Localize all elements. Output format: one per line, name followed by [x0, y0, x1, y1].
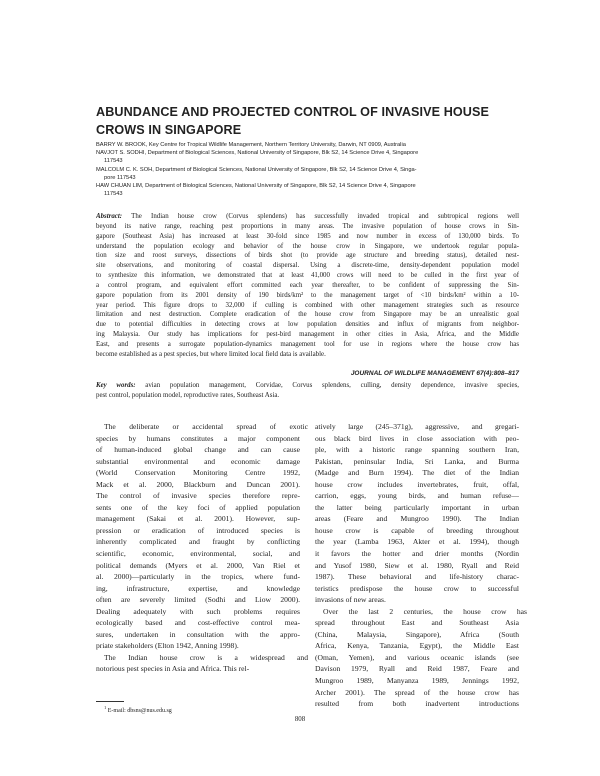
abstract-line: gapore (Southeast Asia) has increased at least 30-fold since 1985 and now number in excess of 130,000 birds. To [96, 232, 519, 240]
body-text-line: notorious pest species in Asia and Africa. This rel- [96, 664, 250, 674]
body-text-line: Davison 1979, Ryall and Reid 1987, Feare and [315, 664, 519, 674]
abstract-line: beyond its native range, reaching pest proportions in many areas. The invasive population of house crows in Sin- [96, 222, 519, 230]
body-text-line: often are severely limited (Sodhi and Liow 2000). [96, 595, 300, 605]
body-text-line: 1987). These behavioral and life-history charac- [315, 572, 519, 582]
title-line: CROWS IN SINGAPORE [96, 123, 242, 137]
author-line: 117543 [104, 158, 123, 165]
body-text-line: the year (Lamba 1963, Akter et al. 1994), though [315, 537, 519, 547]
footnote [104, 704, 172, 715]
author-affiliations [96, 141, 516, 198]
body-text-line: teristics predispose the house crow to successful [315, 583, 519, 593]
body-text-line: Pakistan, peninsular India, Sri Lanka, and Burma [315, 456, 519, 466]
abstract-line: due to potential difficulties in detecting crows at low population densities and influx of migrants from neighbor- [96, 321, 519, 329]
body-text-line: substantial environmental and economic damage [96, 456, 300, 466]
body-text-line: sures, undertaken in consultation with the appro- [96, 629, 300, 639]
body-text-line: atively large (245–371g), aggressive, and gregari- [315, 422, 519, 431]
body-text-line: al. 2000)—particularly in the tropics, where fund- [96, 572, 300, 582]
body-text-line: inherently complicated and fraught by conflicting [96, 537, 300, 547]
abstract-line: gapore population from its 2001 density of 190 birds/km² to the management target of <10 birds/km² within a 10- [96, 291, 519, 299]
body-text-line: ecologically based and cost-effective control mea- [96, 618, 300, 628]
body-text-line: (Madge and Burn 1994). The diet of the Indian [315, 468, 519, 478]
body-text-line: (Oman, Yemen), and various oceanic islands (see [315, 652, 519, 662]
page-number: 808 [294, 716, 306, 723]
abstract-line: Abstract: The Indian house crow (Corvus splendens) has successfully invaded tropical and subtropical regions well [96, 213, 519, 220]
author-line: pore 117543 [104, 174, 136, 181]
body-text-line: Africa, Kenya, Tanzania, Egypt), the Middle East [315, 641, 519, 651]
body-text-line: and Yusof 1980, Siew et al. 1980, Ryall and Reid [315, 560, 519, 570]
author-line: NAVJOT S. SODHI, Department of Biological Sciences, National University of Singapore, Blk S2, 14 Science Drive 4, Singapore [96, 150, 419, 157]
body-text-line: ous black bird lives in close association with peo- [315, 433, 519, 443]
body-text-line: carrion, eggs, young birds, and human refuse— [315, 491, 519, 501]
body-text-line: ing, infrastructure, expertise, and knowledge [96, 583, 300, 593]
body-text-line: Over the last 2 centuries, the house crow has [323, 606, 527, 616]
author-line: HAW CHUAN LIM, Department of Biological Sciences, National University of Singapore, Blk S2, 14 Science Drive 4, Singapore [96, 183, 416, 190]
article-title [96, 103, 516, 139]
body-text-line: Archer 2001). The spread of the house crow has [315, 687, 519, 697]
abstract-line: site observations, and monitoring of coastal dispersal. Using a discrete-time, density-dependent population model [96, 262, 519, 270]
abstract [96, 212, 519, 360]
abstract-line: become established as a pest species, but where limited local field data is available. [96, 350, 326, 358]
keywords-line: Key words: avian population management, Corvidae, Corvus splendens, culling, density dependence, invasive species, [96, 382, 519, 389]
body-text-line: pression or eradication of introduced species is [96, 525, 300, 535]
body-column-left [96, 421, 308, 675]
abstract-line: understand the population ecology and behavior of the house crow in Singapore, we undertook regular popula- [96, 242, 519, 250]
body-text-line: Mungroo 1989, Manyanza 1989, Jennings 1992, [315, 676, 519, 686]
body-text-line: species by humans constitutes a major component [96, 433, 300, 443]
author-line: 117543 [104, 191, 123, 198]
body-text-line: (China, Malaysia, Singapore), Africa (South [315, 629, 519, 639]
keywords-line: pest control, population model, reproductive rates, Southeast Asia. [96, 391, 280, 399]
body-text-line: invasions of new areas. [315, 595, 386, 605]
author-line: BARRY W. BROOK, Key Centre for Tropical Wildlife Management, Northern Territory University, Darwin, NT 0909, Australia [96, 142, 406, 148]
body-text-line: areas (Feare and Mungroo 1990). The Indian [315, 514, 519, 524]
body-column-right [315, 421, 527, 710]
body-text-line: the latter being particularly important in urban [315, 502, 519, 512]
body-text-line: Dealing adequately with such problems requires [96, 606, 300, 616]
abstract-line: East, and presents a surrogate population-dynamics management tool for use in regions where the house crow has [96, 340, 519, 348]
title-line: ABUNDANCE AND PROJECTED CONTROL OF INVASIVE HOUSE [96, 105, 490, 119]
footnote-text: E-mail: dbsns@nus.edu.sg [107, 708, 172, 714]
body-text-line: political demands (Myers et al. 2000, Van Riel et [96, 560, 300, 570]
body-text-line: house crow is capable of breeding throughout [315, 525, 519, 535]
body-text-line: priate stakeholders (Elton 1942, Anning 1998). [96, 641, 239, 651]
abstract-line: to synthesize this information, we demonstrated that at least 41,000 crows will need to be culled in the first year of [96, 272, 519, 280]
body-text-line: resulted from both inadvertent introductions [315, 699, 519, 709]
footnote-rule [96, 701, 124, 702]
journal-citation: JOURNAL OF WILDLIFE MANAGEMENT 67(4):808–817 [350, 370, 519, 377]
body-text-line: The deliberate or accidental spread of exotic [104, 422, 308, 431]
footnote-marker: 1 [104, 705, 107, 710]
abstract-line: a control program, and equivalent effort committed each year thereafter, to be confident of suppressing the Sin- [96, 281, 519, 289]
body-text-line: ple, with a historic range spanning southern Iran, [315, 445, 519, 455]
abstract-line: ing Malaysia. Our study has implications for pest-bird management in other cities in Asia, Africa, and the Middle [96, 331, 519, 339]
body-text-line: house crow includes invertebrates, fruit, offal, [315, 479, 519, 489]
body-text-line: The control of invasive species therefore repre- [96, 491, 300, 501]
abstract-line: limitation and nest destruction. Complete eradication of the house crow from Singapore may be an unrealistic goal [96, 311, 519, 319]
body-text-line: spread throughout East and Southeast Asia [315, 618, 519, 628]
body-text-line: (World Conservation Monitoring Centre 1992, [96, 468, 300, 478]
abstract-line: year period. This figure drops to 32,000 if culling is combined with other management strategies such as resource [96, 301, 519, 309]
keywords [96, 381, 519, 401]
abstract-line: tion size and roost surveys, dissections of birds shot (to provide age structure and breeding status), detailed nest- [96, 252, 519, 260]
body-text-line: Mack et al. 2000, Blackburn and Duncan 2001). [96, 479, 300, 489]
body-text-line: it favors the hotter and drier months (Nordin [315, 549, 519, 559]
body-text-line: scientific, economic, environmental, social, and [96, 549, 300, 559]
body-text-line: sents one of the key foci of applied population [96, 502, 300, 512]
body-text-line: management (Sakai et al. 2001). However, sup- [96, 514, 300, 524]
body-text-line: of human-induced global change and can cause [96, 445, 300, 455]
author-line: MALCOLM C. K. SOH, Department of Biological Sciences, National University of Singapore, Blk S2, 14 Science Drive 4, Singa- [96, 166, 417, 173]
body-text-line: The Indian house crow is a widespread and [104, 652, 308, 662]
